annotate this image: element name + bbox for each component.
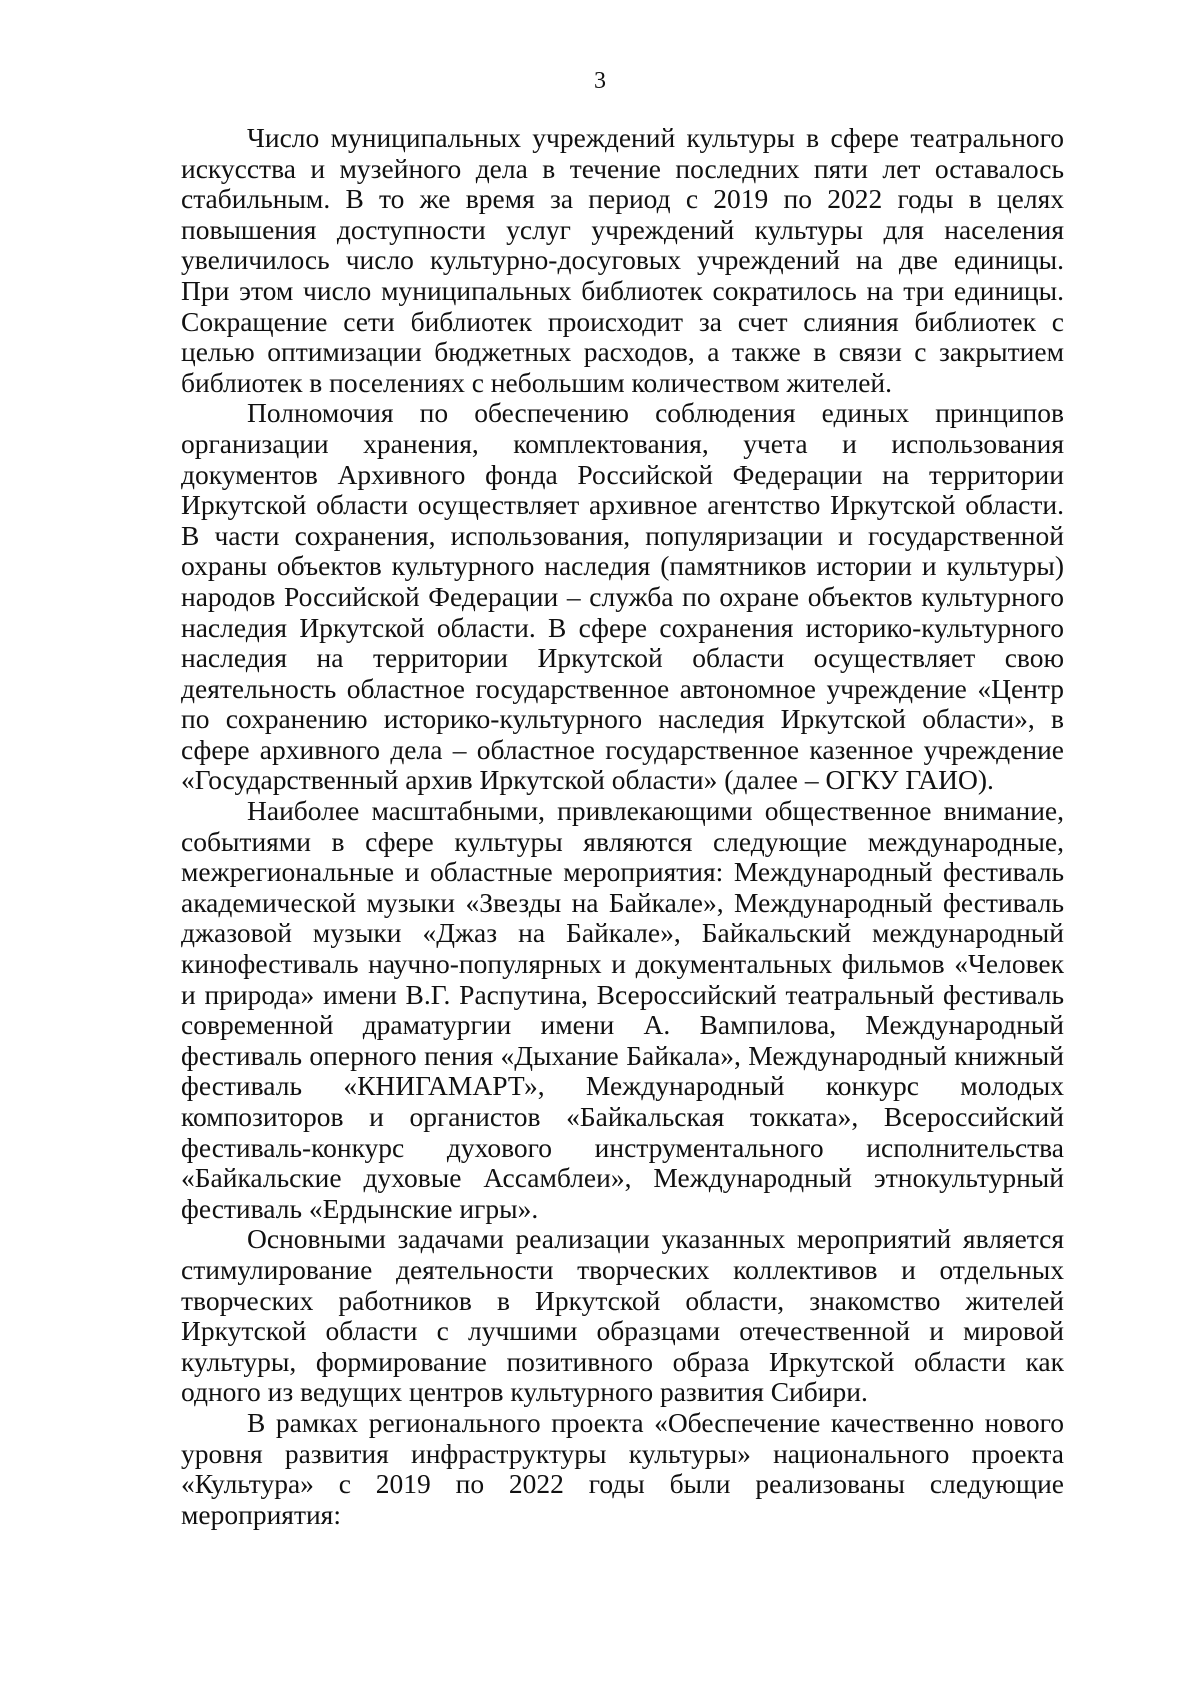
paragraph-archive-authority: Полномочия по обеспечению соблюдения единых принципов организации хранения, комплектования, учета и использования документов Архивного фонда Российской Федерации на территории Иркутской области осуществляет архивное агентство Иркутской области. В части сохранения, использования, популяризации и государственной охраны объектов культурного наследия (памятников истории и культуры) народов Российской Федерации – служба по охране объектов культурного наследия Иркутской области. В сфере сохранения историко-культурного наследия на территории Иркутской области осуществляет свою деятельность областное государственное автономное учреждение «Центр по сохранению историко-культурного наследия Иркутской области», в сфере архивного дела – областное государственное казенное учреждение «Государственный архив Иркутской области» (далее – ОГКУ ГАИО). [181,397,1064,796]
paragraph-major-events: Наиболее масштабными, привлекающими общественное внимание, событиями в сфере культуры являются следующие международные, межрегиональные и областные мероприятия: Международный фестиваль академической музыки «Звезды на Байкале», Международный фестиваль джазовой музыки «Джаз на Байкале», Байкальский международный кинофестиваль научно-популярных и документальных фильмов «Человек и природа» имени В.Г. Распутина, Всероссийский театральный фестиваль современной драматургии имени А. Вампилова, Международный фестиваль оперного пения «Дыхание Байкала», Международный книжный фестиваль «КНИГАМАРТ», Международный конкурс молодых композиторов и органистов «Байкальская токката», Всероссийский фестиваль-конкурс духового инструментального исполнительства «Байкальские духовые Ассамблеи», Международный этнокультурный фестиваль «Ердынские игры». [181,795,1064,1224]
document-body [181,123,1064,1530]
page-number: 3 [594,68,606,94]
paragraph-event-objectives: Основными задачами реализации указанных мероприятий является стимулирование деятельности творческих коллективов и отдельных творческих работников в Иркутской области, знакомство жителей Иркутской области с лучшими образцами отечественной и мировой культуры, формирование позитивного образа Иркутской области как одного из ведущих центров культурного развития Сибири. [181,1223,1064,1408]
paragraph-municipal-institutions: Число муниципальных учреждений культуры в сфере театрального искусства и музейного дела в течение последних пяти лет оставалось стабильным. В то же время за период с 2019 по 2022 годы в целях повышения доступности услуг учреждений культуры для населения увеличилось число культурно-досуговых учреждений на две единицы. При этом число муниципальных библиотек сократилось на три единицы. Сокращение сети библиотек происходит за счет слияния библиотек с целью оптимизации бюджетных расходов, а также в связи с закрытием библиотек в поселениях с небольшим количеством жителей. [181,122,1064,398]
paragraph-regional-project: В рамках регионального проекта «Обеспечение качественно нового уровня развития инфраструктуры культуры» национального проекта «Культура» с 2019 по 2022 годы были реализованы следующие мероприятия: [181,1406,1064,1530]
